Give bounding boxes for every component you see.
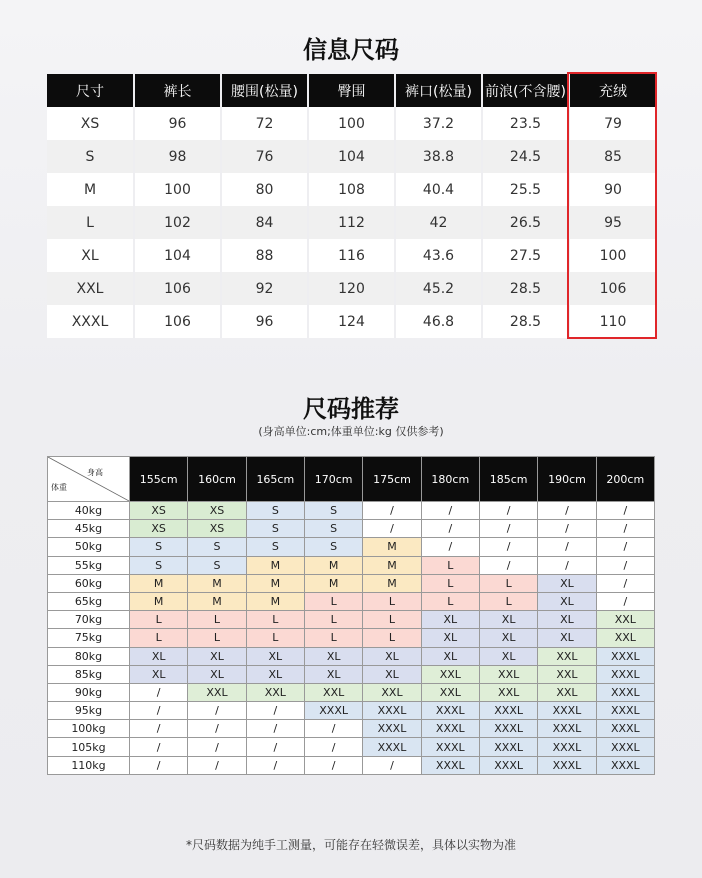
recommend-cell: /	[304, 738, 362, 756]
recommend-cell: M	[304, 556, 362, 574]
size-cell: 95	[569, 206, 656, 239]
weight-label: 50kg	[48, 538, 130, 556]
recommend-row	[48, 556, 655, 574]
weight-label: 65kg	[48, 592, 130, 610]
recommend-cell: XXL	[363, 683, 421, 701]
recommend-cell: L	[363, 611, 421, 629]
recommend-cell: XXL	[421, 665, 479, 683]
size-row	[47, 107, 656, 140]
size-cell: 120	[308, 272, 395, 305]
size-row	[47, 305, 656, 338]
recommend-cell: XXXL	[479, 702, 537, 720]
recommend-cell: XS	[188, 502, 246, 520]
recommend-cell: L	[130, 629, 188, 647]
size-cell: 116	[308, 239, 395, 272]
recommend-row	[48, 574, 655, 592]
recommend-cell: /	[421, 502, 479, 520]
size-row	[47, 272, 656, 305]
size-cell: 102	[134, 206, 221, 239]
recommend-cell: M	[130, 592, 188, 610]
recommend-cell: XXXL	[479, 738, 537, 756]
recommend-cell: XXXL	[421, 756, 479, 774]
recommend-row	[48, 738, 655, 756]
recommend-cell: /	[538, 556, 596, 574]
recommend-cell: /	[188, 702, 246, 720]
recommend-cell: /	[596, 520, 654, 538]
recommend-cell: XXL	[596, 611, 654, 629]
recommend-cell: M	[246, 556, 304, 574]
recommend-cell: XXXL	[596, 720, 654, 738]
recommend-cell: /	[421, 520, 479, 538]
size-cell: 106	[134, 305, 221, 338]
recommend-cell: /	[363, 520, 421, 538]
weight-label: 45kg	[48, 520, 130, 538]
recommend-cell: L	[363, 592, 421, 610]
size-cell: 76	[221, 140, 308, 173]
weight-label: 70kg	[48, 611, 130, 629]
recommend-cell: XXL	[246, 683, 304, 701]
recommend-cell: S	[130, 556, 188, 574]
weight-label: 60kg	[48, 574, 130, 592]
height-header: 155cm	[130, 457, 188, 502]
recommend-cell: XL	[538, 574, 596, 592]
fill-column-highlight	[567, 72, 657, 339]
recommend-cell: /	[304, 756, 362, 774]
size-cell: 79	[569, 107, 656, 140]
recommend-cell: XL	[479, 611, 537, 629]
recommend-cell: XXXL	[538, 720, 596, 738]
recommend-row	[48, 520, 655, 538]
recommend-cell: XXXL	[596, 665, 654, 683]
size-cell: 40.4	[395, 173, 482, 206]
size-cell: 46.8	[395, 305, 482, 338]
recommend-cell: M	[304, 574, 362, 592]
recommend-cell: XXXL	[421, 720, 479, 738]
recommend-cell: XXL	[479, 665, 537, 683]
recommend-cell: /	[479, 520, 537, 538]
recommend-cell: /	[596, 556, 654, 574]
recommend-cell: L	[304, 592, 362, 610]
recommend-cell: /	[596, 574, 654, 592]
recommend-header-row	[48, 457, 655, 502]
recommend-cell: /	[479, 502, 537, 520]
recommend-cell: M	[246, 592, 304, 610]
recommend-cell: L	[363, 629, 421, 647]
recommend-cell: /	[130, 702, 188, 720]
recommend-cell: /	[479, 556, 537, 574]
recommend-cell: L	[246, 629, 304, 647]
size-cell: 26.5	[482, 206, 569, 239]
recommend-cell: XXXL	[363, 720, 421, 738]
recommend-cell: S	[188, 556, 246, 574]
recommend-cell: M	[363, 556, 421, 574]
recommend-cell: XXXL	[596, 756, 654, 774]
size-cell: 84	[221, 206, 308, 239]
recommend-cell: L	[421, 592, 479, 610]
recommend-row	[48, 611, 655, 629]
recommend-cell: S	[130, 538, 188, 556]
recommend-cell: /	[130, 756, 188, 774]
recommend-cell: S	[304, 502, 362, 520]
size-cell: 23.5	[482, 107, 569, 140]
recommend-cell: /	[246, 720, 304, 738]
size-info-title: 信息尺码	[303, 36, 399, 64]
recommend-row	[48, 665, 655, 683]
size-cell: 90	[569, 173, 656, 206]
weight-label: 85kg	[48, 665, 130, 683]
recommend-cell: M	[363, 538, 421, 556]
recommend-cell: XL	[538, 629, 596, 647]
corner-height-label: 身高	[87, 468, 103, 477]
recommend-row	[48, 629, 655, 647]
size-cell: 72	[221, 107, 308, 140]
recommend-cell: /	[596, 592, 654, 610]
recommend-row	[48, 756, 655, 774]
size-header-2: 腰围(松量)	[221, 74, 308, 107]
size-header-0: 尺寸	[47, 74, 134, 107]
recommend-cell: XS	[130, 502, 188, 520]
recommend-cell: /	[188, 738, 246, 756]
size-cell: 28.5	[482, 272, 569, 305]
recommend-cell: XL	[188, 647, 246, 665]
recommend-cell: XL	[538, 611, 596, 629]
recommend-row	[48, 538, 655, 556]
recommend-cell: XXL	[596, 629, 654, 647]
recommend-cell: XL	[421, 629, 479, 647]
recommend-cell: XS	[130, 520, 188, 538]
recommend-cell: S	[304, 520, 362, 538]
recommend-cell: XL	[246, 647, 304, 665]
weight-label: 105kg	[48, 738, 130, 756]
size-header-1: 裤长	[134, 74, 221, 107]
weight-label: 40kg	[48, 502, 130, 520]
height-header: 165cm	[246, 457, 304, 502]
recommend-cell: /	[130, 683, 188, 701]
recommend-cell: M	[188, 592, 246, 610]
recommend-cell: L	[246, 611, 304, 629]
recommend-row	[48, 702, 655, 720]
recommend-cell: XXXL	[421, 702, 479, 720]
recommend-cell: /	[596, 502, 654, 520]
size-cell: 25.5	[482, 173, 569, 206]
recommend-cell: /	[479, 538, 537, 556]
recommend-cell: L	[304, 629, 362, 647]
height-header: 200cm	[596, 457, 654, 502]
recommend-row	[48, 502, 655, 520]
size-cell: 106	[569, 272, 656, 305]
recommend-cell: XXXL	[479, 720, 537, 738]
weight-label: 110kg	[48, 756, 130, 774]
recommend-cell: XXXL	[479, 756, 537, 774]
recommend-cell: M	[130, 574, 188, 592]
recommend-cell: S	[304, 538, 362, 556]
size-cell: 43.6	[395, 239, 482, 272]
recommend-cell: XXXL	[596, 683, 654, 701]
recommend-cell: XXXL	[538, 702, 596, 720]
size-cell: 110	[569, 305, 656, 338]
size-header-5: 前浪(不含腰)	[482, 74, 569, 107]
diagonal-line	[48, 457, 129, 501]
recommend-cell: L	[304, 611, 362, 629]
height-header: 190cm	[538, 457, 596, 502]
recommend-cell: XXXL	[363, 702, 421, 720]
recommend-cell: XL	[304, 647, 362, 665]
size-cell: 104	[308, 140, 395, 173]
recommend-cell: /	[130, 738, 188, 756]
recommend-cell: XL	[246, 665, 304, 683]
size-cell: S	[47, 140, 134, 173]
recommend-cell: /	[304, 720, 362, 738]
recommend-cell: /	[246, 738, 304, 756]
size-header-6: 充绒	[569, 74, 656, 107]
recommend-cell: /	[130, 720, 188, 738]
size-row	[47, 239, 656, 272]
weight-label: 95kg	[48, 702, 130, 720]
size-cell: XL	[47, 239, 134, 272]
recommend-cell: L	[421, 556, 479, 574]
height-header: 185cm	[479, 457, 537, 502]
recommend-cell: /	[363, 502, 421, 520]
size-cell: 100	[134, 173, 221, 206]
recommend-cell: XL	[363, 647, 421, 665]
recommend-cell: M	[188, 574, 246, 592]
size-cell: M	[47, 173, 134, 206]
recommend-row	[48, 647, 655, 665]
recommend-cell: XL	[130, 647, 188, 665]
footnote: *尺码数据为纯手工测量，可能存在轻微误差，具体以实物为准	[185, 838, 516, 852]
size-cell: XXXL	[47, 305, 134, 338]
weight-label: 55kg	[48, 556, 130, 574]
recommend-cell: /	[188, 720, 246, 738]
recommend-cell: XXXL	[421, 738, 479, 756]
recommend-cell: XXL	[479, 683, 537, 701]
size-cell: XXL	[47, 272, 134, 305]
recommend-cell: XXL	[421, 683, 479, 701]
recommend-cell: XL	[304, 665, 362, 683]
size-cell: 85	[569, 140, 656, 173]
recommend-cell: XL	[479, 647, 537, 665]
recommend-cell: M	[363, 574, 421, 592]
recommend-cell: /	[188, 756, 246, 774]
recommend-cell: /	[596, 538, 654, 556]
recommend-cell: /	[363, 756, 421, 774]
recommend-cell: XXL	[538, 665, 596, 683]
recommend-cell: XL	[421, 611, 479, 629]
recommend-cell: /	[246, 702, 304, 720]
recommend-cell: S	[246, 502, 304, 520]
size-row	[47, 140, 656, 173]
size-cell: 80	[221, 173, 308, 206]
size-recommend-subtitle: (身高单位:cm;体重单位:kg 仅供参考)	[258, 425, 444, 438]
corner-cell	[48, 457, 130, 502]
size-cell: 24.5	[482, 140, 569, 173]
size-cell: L	[47, 206, 134, 239]
recommend-cell: XXL	[538, 683, 596, 701]
recommend-cell: XXXL	[538, 738, 596, 756]
size-row	[47, 173, 656, 206]
weight-label: 90kg	[48, 683, 130, 701]
size-cell: 45.2	[395, 272, 482, 305]
height-header: 175cm	[363, 457, 421, 502]
recommend-cell: S	[246, 538, 304, 556]
height-header: 160cm	[188, 457, 246, 502]
recommend-cell: XL	[130, 665, 188, 683]
size-cell: 88	[221, 239, 308, 272]
recommend-cell: XL	[538, 592, 596, 610]
size-cell: 27.5	[482, 239, 569, 272]
recommend-cell: L	[421, 574, 479, 592]
recommend-cell: S	[246, 520, 304, 538]
recommend-cell: L	[479, 592, 537, 610]
recommend-cell: M	[246, 574, 304, 592]
recommend-cell: /	[246, 756, 304, 774]
size-info-header-row	[47, 74, 656, 107]
size-cell: 96	[221, 305, 308, 338]
recommend-cell: XXXL	[304, 702, 362, 720]
size-cell: 92	[221, 272, 308, 305]
height-header: 180cm	[421, 457, 479, 502]
recommend-cell: L	[130, 611, 188, 629]
recommend-cell: XL	[363, 665, 421, 683]
size-cell: 104	[134, 239, 221, 272]
size-cell: 106	[134, 272, 221, 305]
recommend-cell: XXL	[188, 683, 246, 701]
weight-label: 75kg	[48, 629, 130, 647]
recommend-cell: XXXL	[596, 702, 654, 720]
size-cell: 38.8	[395, 140, 482, 173]
recommend-cell: XXL	[304, 683, 362, 701]
size-info-table	[47, 74, 656, 338]
size-cell: 28.5	[482, 305, 569, 338]
size-cell: 96	[134, 107, 221, 140]
size-cell: XS	[47, 107, 134, 140]
recommend-cell: XXXL	[363, 738, 421, 756]
recommend-cell: /	[421, 538, 479, 556]
recommend-cell: XL	[421, 647, 479, 665]
size-row	[47, 206, 656, 239]
size-cell: 108	[308, 173, 395, 206]
size-cell: 112	[308, 206, 395, 239]
recommend-row	[48, 592, 655, 610]
recommend-cell: XXXL	[596, 647, 654, 665]
weight-label: 80kg	[48, 647, 130, 665]
size-recommend-table	[47, 456, 655, 775]
recommend-cell: /	[538, 520, 596, 538]
size-header-4: 裤口(松量)	[395, 74, 482, 107]
size-header-3: 臀围	[308, 74, 395, 107]
recommend-cell: /	[538, 502, 596, 520]
size-cell: 98	[134, 140, 221, 173]
recommend-row	[48, 720, 655, 738]
size-cell: 37.2	[395, 107, 482, 140]
recommend-cell: XL	[188, 665, 246, 683]
recommend-row	[48, 683, 655, 701]
size-recommend-title: 尺码推荐	[303, 395, 399, 423]
size-cell: 42	[395, 206, 482, 239]
corner-weight-label: 体重	[51, 483, 67, 492]
recommend-cell: S	[188, 538, 246, 556]
recommend-cell: /	[538, 538, 596, 556]
recommend-cell: L	[479, 574, 537, 592]
size-cell: 124	[308, 305, 395, 338]
recommend-cell: XXXL	[596, 738, 654, 756]
size-cell: 100	[308, 107, 395, 140]
recommend-cell: XXXL	[538, 756, 596, 774]
recommend-cell: L	[188, 611, 246, 629]
size-cell: 100	[569, 239, 656, 272]
recommend-cell: XS	[188, 520, 246, 538]
weight-label: 100kg	[48, 720, 130, 738]
height-header: 170cm	[304, 457, 362, 502]
recommend-cell: L	[188, 629, 246, 647]
recommend-cell: XL	[479, 629, 537, 647]
recommend-cell: XXL	[538, 647, 596, 665]
